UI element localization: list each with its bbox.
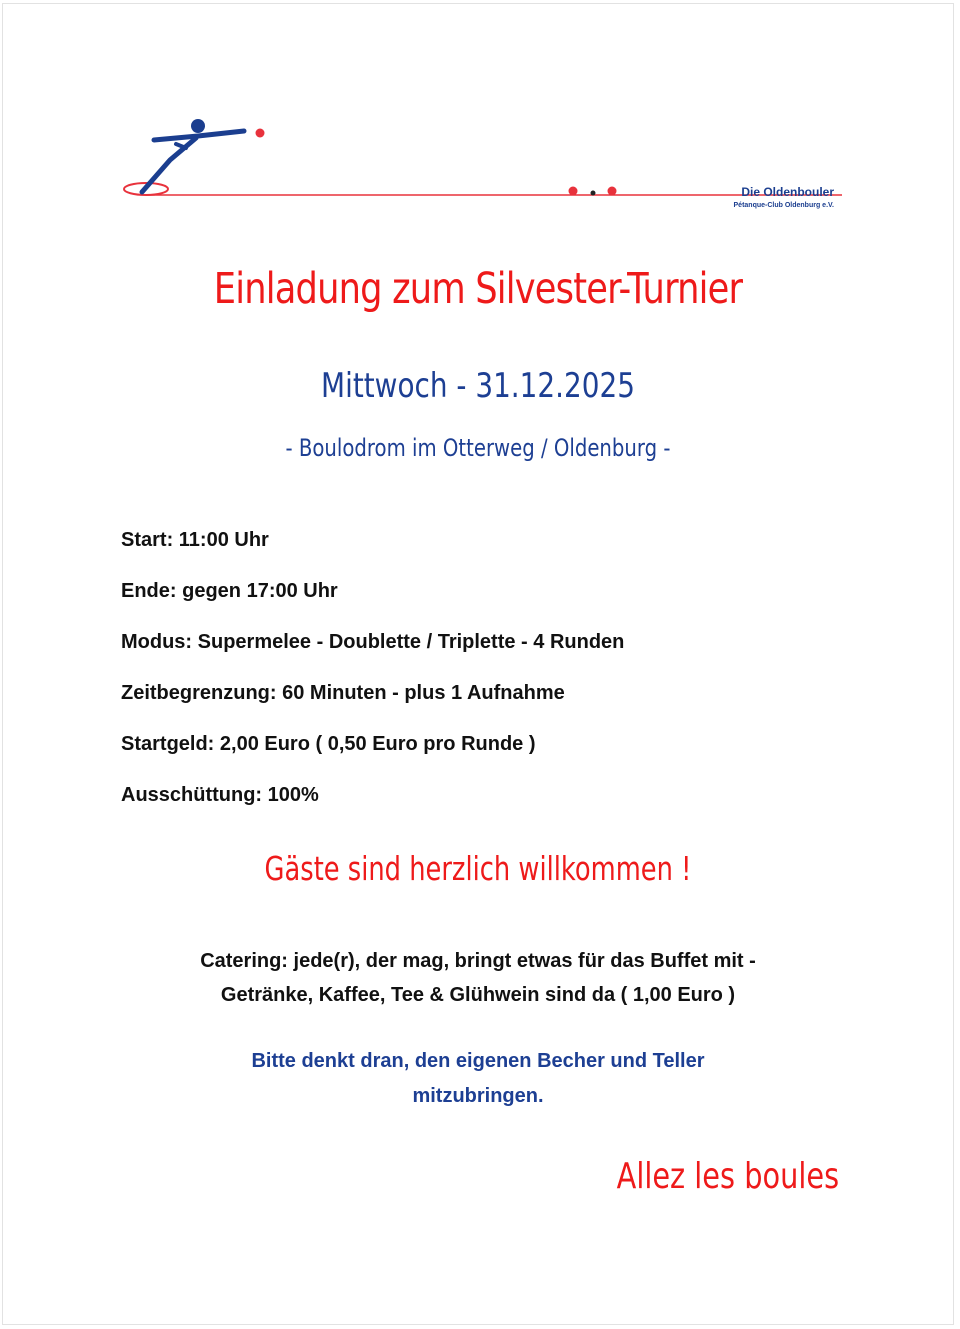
detail-time-limit: Zeitbegrenzung: 60 Minuten - plus 1 Aufnahme: [121, 682, 565, 704]
reminder-note: [123, 1044, 833, 1114]
detail-start: Start: 11:00 Uhr: [121, 529, 269, 551]
club-subtitle: Pétanque-Club Oldenburg e.V.: [733, 202, 834, 209]
logo-text: [734, 186, 834, 210]
page-title: Einladung zum Silvester-Turnier: [213, 264, 743, 314]
flyer-page: [2, 3, 954, 1325]
catering-note: [83, 944, 873, 1012]
club-name: Die Oldenbouler: [741, 185, 834, 199]
reminder-line-2: mitzubringen.: [412, 1085, 544, 1107]
detail-payout: Ausschüttung: 100%: [121, 784, 319, 806]
catering-line-2: Getränke, Kaffee, Tee & Glühwein sind da ( 1,00 Euro ): [220, 984, 736, 1006]
event-location: - Boulodrom im Otterweg / Oldenburg -: [285, 434, 671, 462]
reminder-line-1: Bitte denkt dran, den eigenen Becher und Teller: [251, 1050, 705, 1072]
detail-entry-fee: Startgeld: 2,00 Euro ( 0,50 Euro pro Runde ): [121, 733, 536, 755]
detail-end: Ende: gegen 17:00 Uhr: [121, 580, 338, 602]
event-date: Mittwoch - 31.12.2025: [321, 366, 635, 406]
club-logo: [120, 114, 848, 214]
event-details-list: [121, 526, 624, 832]
welcome-heading: Gäste sind herzlich willkommen !: [264, 849, 692, 888]
closing-slogan: Allez les boules: [616, 1156, 839, 1197]
catering-line-1: Catering: jede(r), der mag, bringt etwas für das Buffet mit -: [200, 950, 756, 972]
detail-mode: Modus: Supermelee - Doublette / Triplette - 4 Runden: [121, 631, 625, 653]
